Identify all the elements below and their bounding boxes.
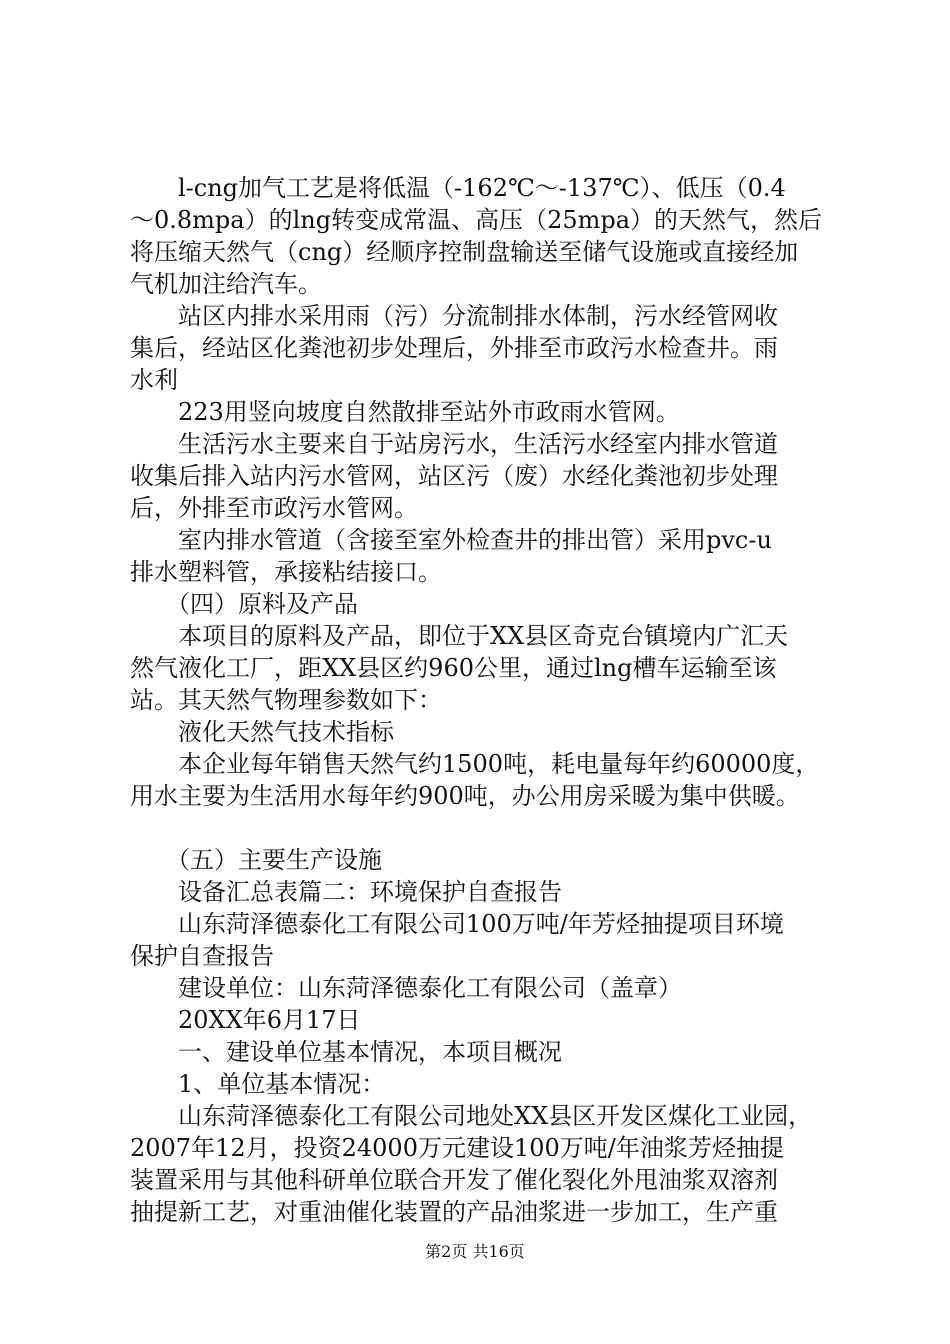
paragraph-line: 山东菏泽德泰化工有限公司100万吨/年芳烃抽提项目环境 [130,910,784,938]
paragraph-line: 装置采用与其他科研单位联合开发了催化裂化外甩油浆双溶剂 [130,1166,778,1194]
paragraph-line: 设备汇总表篇二：环境保护自查报告 [130,878,562,906]
paragraph-line: 气机加注给汽车。 [130,270,322,298]
paragraph-line: 本企业每年销售天然气约1500吨，耗电量每年约60000度， [130,750,820,778]
section-heading: （五）主要生产设施 [130,846,382,874]
paragraph-line: 排水塑料管，承接粘结接口。 [130,558,442,586]
paragraph-line: 集后，经站区化粪池初步处理后，外排至市政污水检查井。雨 [130,334,778,362]
paragraph-line: 1、单位基本情况： [130,1070,386,1098]
paragraph-line: 建设单位：山东菏泽德泰化工有限公司（盖章） [130,974,682,1002]
paragraph-line: 生活污水主要来自于站房污水，生活污水经室内排水管道 [130,430,778,458]
paragraph-line: 223用竖向坡度自然散排至站外市政雨水管网。 [130,398,680,426]
paragraph-line: 将压缩天然气（cng）经顺序控制盘输送至储气设施或直接经加 [130,238,799,266]
paragraph-line: 站。其天然气物理参数如下： [130,686,442,714]
paragraph-line: 抽提新工艺，对重油催化装置的产品油浆进一步加工，生产重 [130,1198,778,1226]
paragraph-line: 后，外排至市政污水管网。 [130,494,418,522]
paragraph-line: 水利 [130,366,178,394]
paragraph-line: 2007年12月，投资24000万元建设100万吨/年油浆芳烃抽提 [130,1134,784,1162]
paragraph-line: 20XX年6月17日 [130,1006,361,1034]
paragraph-line: 本项目的原料及产品，即位于XX县区奇克台镇境内广汇天 [130,622,789,650]
paragraph-line: ～0.8mpa）的lng转变成常温、高压（25mpa）的天然气，然后 [130,206,823,234]
paragraph-line: 然气液化工厂，距XX县区约960公里，通过lng槽车运输至该 [130,654,777,682]
page-number-footer: 第2页 共16页 [425,1242,525,1261]
section-heading: （四）原料及产品 [130,590,358,618]
paragraph-line: 保护自查报告 [130,942,274,970]
paragraph-line: 收集后排入站内污水管网，站区污（废）水经化粪池初步处理 [130,462,778,490]
paragraph-line: 山东菏泽德泰化工有限公司地处XX县区开发区煤化工业园， [130,1102,813,1130]
paragraph-line: 液化天然气技术指标 [130,718,394,746]
paragraph-line: 室内排水管道（含接至室外检查井的排出管）采用pvc-u [130,526,772,554]
section-heading: 一、建设单位基本情况，本项目概况 [130,1038,562,1066]
paragraph-line: 用水主要为生活用水每年约900吨，办公用房采暖为集中供暖。 [130,782,800,810]
paragraph-line: l-cng加气工艺是将低温（-162℃～-137℃）、低压（0.4 [130,174,786,202]
paragraph-line: 站区内排水采用雨（污）分流制排水体制，污水经管网收 [130,302,778,330]
